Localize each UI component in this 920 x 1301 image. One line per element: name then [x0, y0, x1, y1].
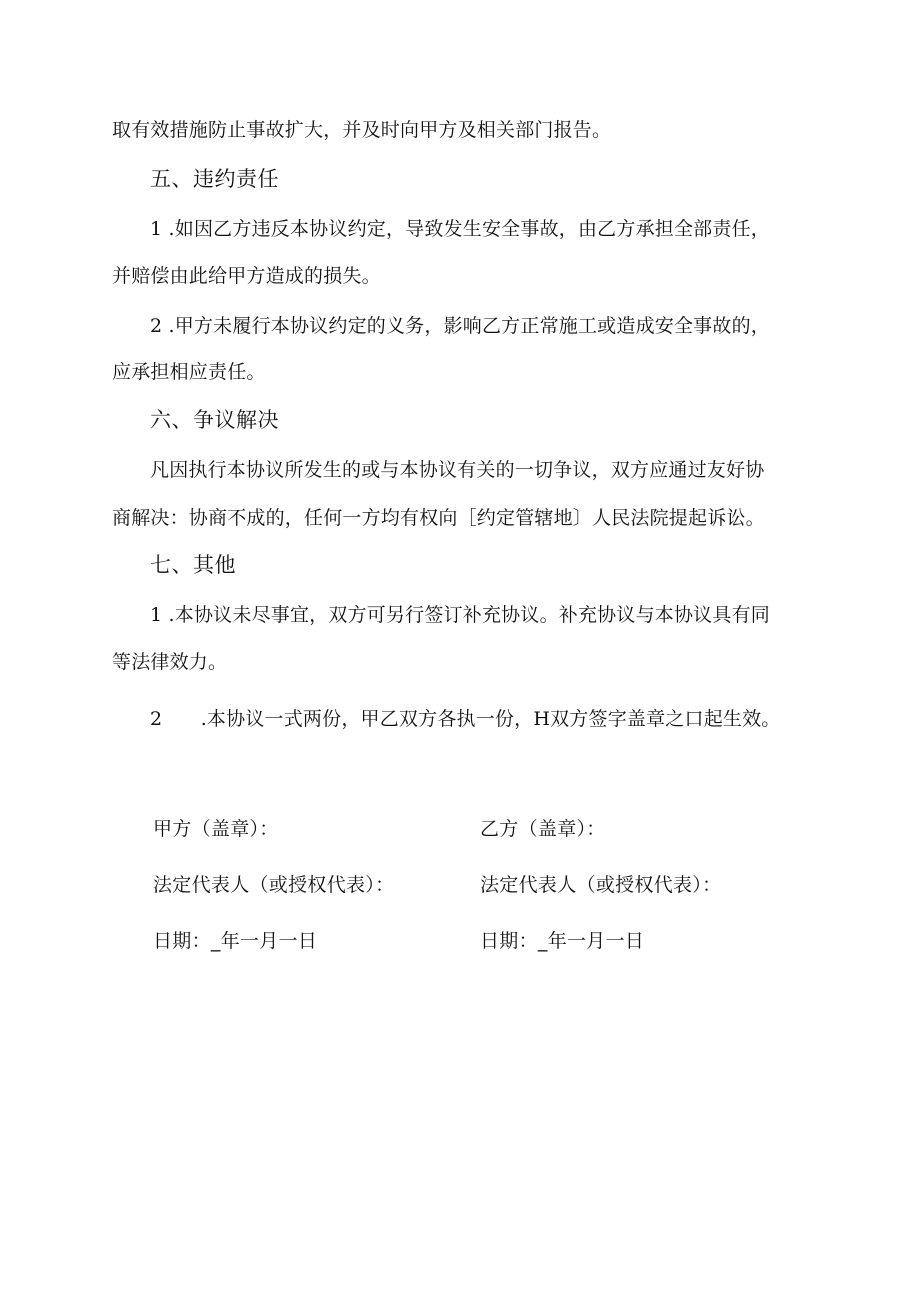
other-item-2: 2 .本协议一式两份，甲乙双方各执一份，H双方签字盖章之口起生效。 [150, 708, 781, 730]
section-heading-dispute: 六、争议解决 [150, 408, 279, 432]
breach-item-2-line-1: 2 .甲方未履行本协议约定的义务，影响乙方正常施工或造成安全事故的， [150, 315, 770, 337]
dispute-paragraph-line-2: 商解决：协商不成的，任何一方均有权向［约定管辖地〕人民法院提起诉讼。 [112, 507, 765, 529]
party-a-representative-label: 法定代表人（或授权代表）： [153, 874, 395, 896]
party-b-seal-label: 乙方（盖章）： [480, 818, 606, 840]
paragraph-continuation: 取有效措施防止事故扩大，并及时向甲方及相关部门报告。 [112, 119, 612, 141]
party-b-representative-label: 法定代表人（或授权代表）： [480, 874, 722, 896]
other-item-1-line-1: 1 .本协议未尽事宜，双方可另行签订补充协议。补充协议与本协议具有同 [150, 604, 770, 626]
dispute-paragraph-line-1: 凡因执行本协议所发生的或与本协议有关的一切争议，双方应通过友好协 [150, 459, 765, 481]
other-item-1-line-2: 等法律效力。 [112, 651, 228, 673]
section-heading-breach: 五、违约责任 [150, 167, 279, 191]
party-a-seal-label: 甲方（盖章）： [153, 818, 279, 840]
breach-item-1-line-1: 1 .如因乙方违反本协议约定，导致发生安全事故，由乙方承担全部责任， [150, 218, 770, 240]
breach-item-1-line-2: 并赔偿由此给甲方造成的损失。 [112, 265, 381, 287]
party-a-date-label: 日期：_年一月一日 [153, 930, 318, 952]
party-b-date-label: 日期：_年一月一日 [480, 930, 645, 952]
section-heading-other: 七、其他 [150, 553, 236, 577]
breach-item-2-line-2: 应承担相应责任。 [112, 361, 266, 383]
